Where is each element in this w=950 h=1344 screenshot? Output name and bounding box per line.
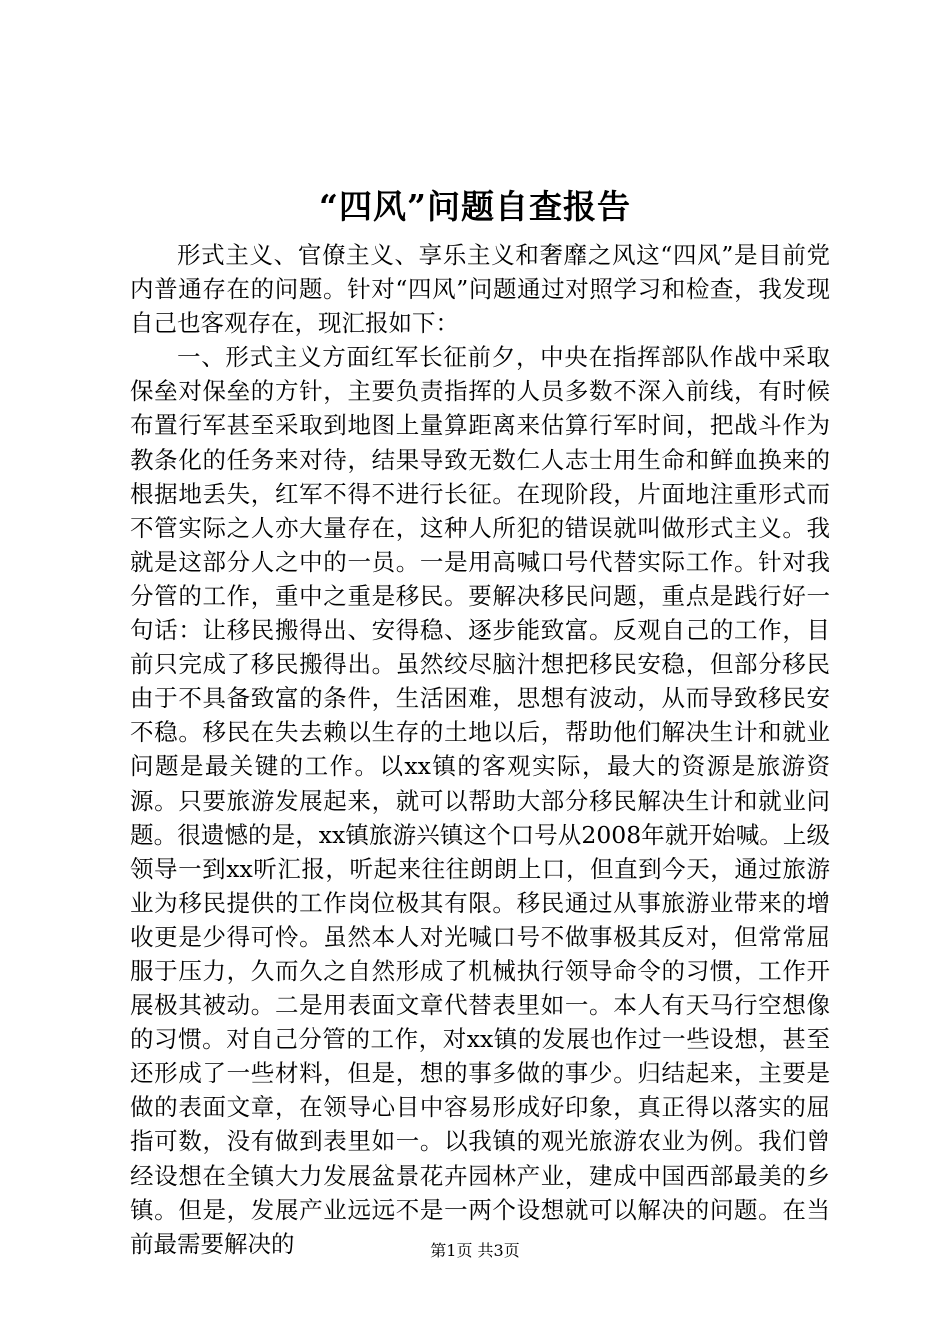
paragraph-intro: 形式主义、官僚主义、享乐主义和奢靡之风这“四风”是目前党内普通存在的问题。针对“四风”问题通过对照学习和检查，我发现自己也客观存在，现汇报如下： — [130, 241, 830, 338]
paragraph-formalism: 一、形式主义方面红军长征前夕，中央在指挥部队作战中采取保垒对保垒的方针，主要负责指挥的人员多数不深入前线，有时候布置行军甚至采取到地图上量算距离来估算行军时间，把战斗作为教条化的任务来对待，结果导致无数仁人志士用生命和鲜血换来的根据地丢失，红军不得不进行长征。在现阶段，片面地注重形式而不管实际之人亦大量存在，这种人所犯的错误就叫做形式主义。我就是这部分人之中的一员。一是用高喊口号代替实际工作。针对我分管的工作，重中之重是移民。要解决移民问题，重点是践行好一句话：让移民搬得出、安得稳、逐步能致富。反观自己的工作，目前只完成了移民搬得出。虽然绞尽脑汁想把移民安稳，但部分移民由于不具备致富的条件，生活困难，思想有波动，从而导致移民安不稳。移民在失去赖以生存的土地以后，帮助他们解决生计和就业问题是最关键的工作。以xx镇的客观实际，最大的资源是旅游资源。只要旅游发展起来，就可以帮助大部分移民解决生计和就业问题。很遗憾的是，xx镇旅游兴镇这个口号从2008年就开始喊。上级领导一到xx听汇报，听起来往往朗朗上口，但直到今天，通过旅游业为移民提供的工作岗位极其有限。移民通过从事旅游业带来的增收更是少得可怜。虽然本人对光喊口号不做事极其反对，但常常屈服于压力，久而久之自然形成了机械执行领导命令的习惯，工作开展极其被动。二是用表面文章代替表里如一。本人有天马行空想像的习惯。对自己分管的工作，对xx镇的发展也作过一些设想，甚至还形成了一些材料，但是，想的事多做的事少。归结起来，主要是做的表面文章，在领导心目中容易形成好印象，真正得以落实的屈指可数，没有做到表里如一。以我镇的观光旅游农业为例。我们曾经设想在全镇大力发展盆景花卉园林产业，建成中国西部最美的乡镇。但是，发展产业远远不是一两个设想就可以解决的问题。在当前最需要解决的 — [130, 343, 830, 1258]
page-number-footer: 第1页 共3页 — [430, 1241, 520, 1260]
document-body — [130, 238, 830, 1261]
document-title: “四风”问题自查报告 — [319, 187, 631, 226]
